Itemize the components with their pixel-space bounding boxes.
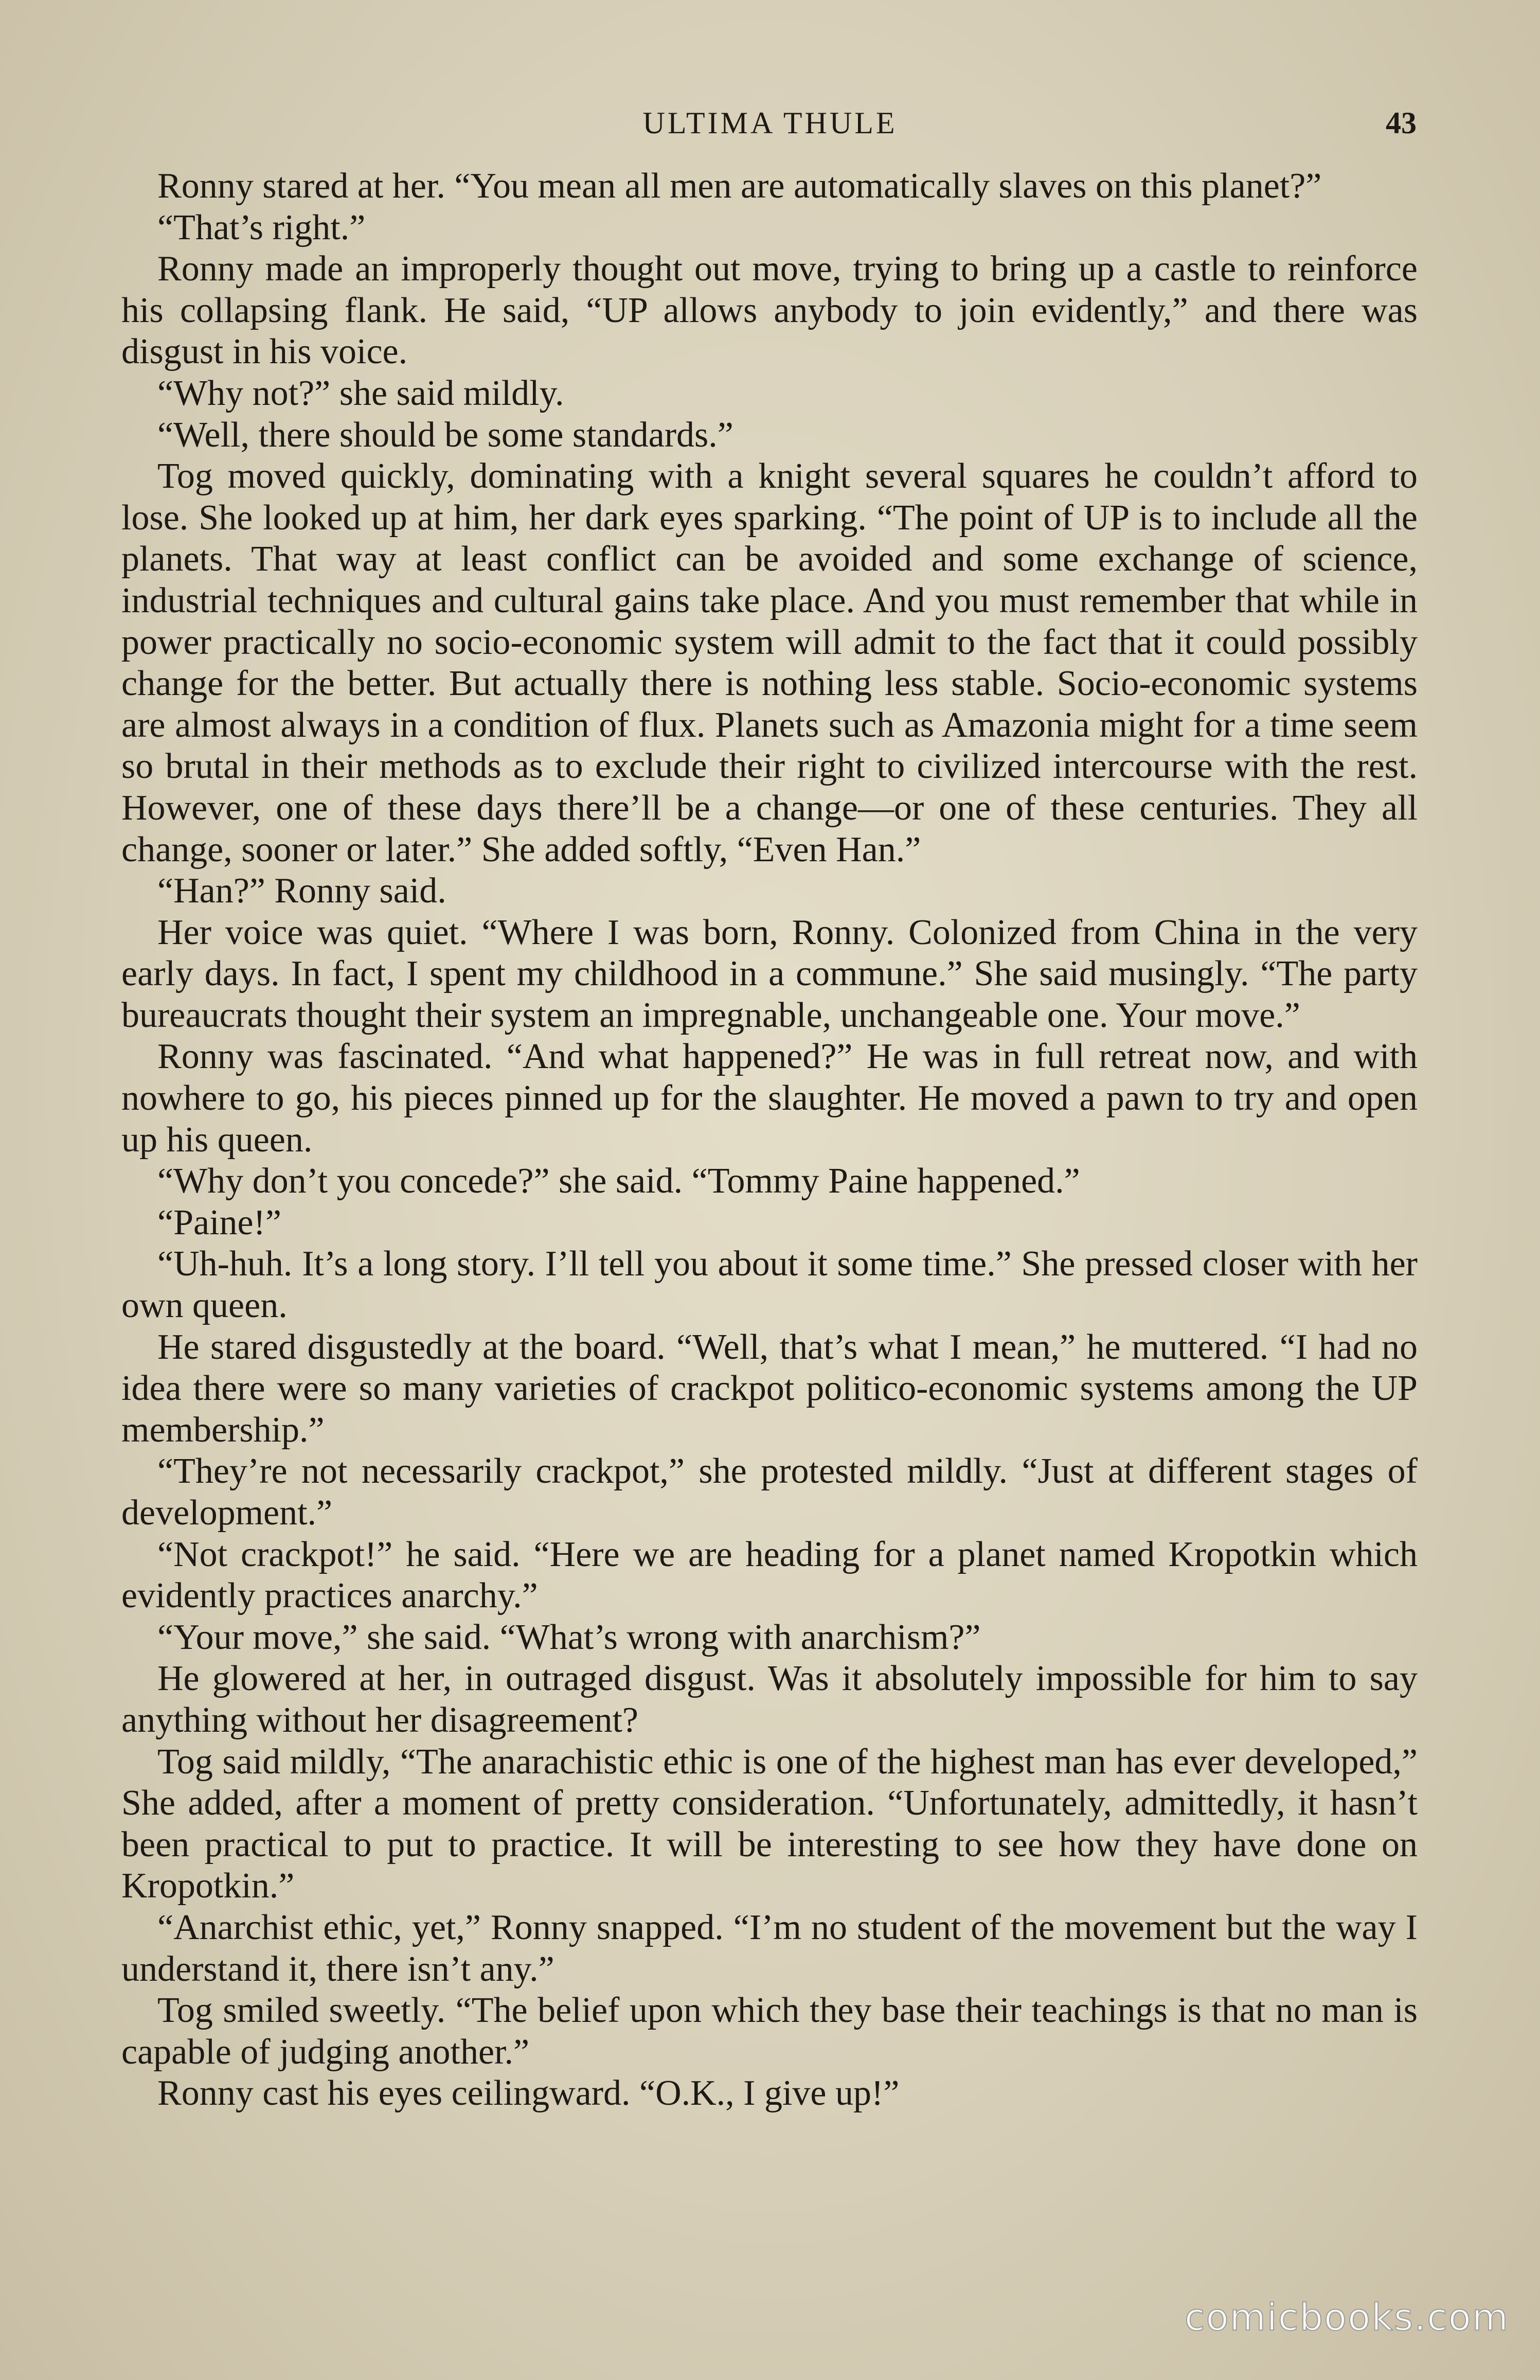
paragraph: “Paine!” xyxy=(157,1202,281,1242)
page-number: 43 xyxy=(1386,106,1417,140)
paragraph: “Well, there should be some standards.” xyxy=(157,415,733,455)
paragraph: Ronny was fascinated. “And what happened?” He was in full retreat now, and with nowhere to go, his pieces pinned up for the slaughter. He moved a pawn to try and open up his queen. xyxy=(121,1037,1418,1160)
paragraph: He glowered at her, in outraged disgust. Was it absolutely impossible for him to say anything without her disagreement? xyxy=(121,1659,1418,1740)
paragraph: Ronny stared at her. “You mean all men are automatically slaves on this planet?” xyxy=(157,166,1322,206)
running-head: ULTIMA THULE xyxy=(642,106,898,140)
paragraph: “Your move,” she said. “What’s wrong with anarchism?” xyxy=(157,1617,981,1657)
paragraph: “Why don’t you concede?” she said. “Tommy Paine happened.” xyxy=(157,1161,1080,1201)
paragraph: “Uh-huh. It’s a long story. I’ll tell you about it some time.” She pressed closer with her own queen. xyxy=(121,1244,1418,1326)
body-text xyxy=(121,166,1418,2115)
watermark: comicbooks.com xyxy=(1184,2296,1509,2339)
page-header xyxy=(123,105,1417,147)
paragraph: Tog moved quickly, dominating with a knight several squares he couldn’t afford to lose. She looked up at him, her dark eyes sparking. “The point of UP is to include all the planets. That way at least conflict can be avoided and some exchange of science, industrial techniques and cultural gains take place. And you must remember that while in power practically no socio-economic system will admit to the fact that it could possibly change for the better. But actually there is nothing less stable. Socio-economic systems are almost always in a condition of flux. Planets such as Amazonia might for a time seem so brutal in their methods as to exclude their right to civilized intercourse with the rest. However, one of these days there’ll be a change—or one of these centuries. They all change, sooner or later.” She added softly, “Even Han.” xyxy=(121,456,1418,869)
paragraph: Ronny made an improperly thought out move, trying to bring up a castle to reinforce his collapsing flank. He said, “UP allows anybody to join evidently,” and there was disgust in his voice. xyxy=(121,249,1418,372)
paragraph: He stared disgustedly at the board. “Well, that’s what I mean,” he muttered. “I had no idea there were so many varieties of crackpot politico-economic systems among the UP membership.” xyxy=(121,1327,1418,1450)
paragraph: Tog said mildly, “The anarachistic ethic is one of the highest man has ever developed,” She added, after a moment of pretty consideration. “Unfortunately, admittedly, it hasn’t been practical to put to practice. It will be interesting to see how they have done on Kropotkin.” xyxy=(121,1742,1418,1906)
paragraph: Ronny cast his eyes ceilingward. “O.K., I give up!” xyxy=(157,2073,900,2113)
paragraph: Her voice was quiet. “Where I was born, Ronny. Colonized from China in the very early days. In fact, I spent my childhood in a commune.” She said musingly. “The party bureaucrats thought their system an impregnable, unchangeable one. Your move.” xyxy=(121,912,1418,1035)
paragraph: Tog smiled sweetly. “The belief upon which they base their teachings is that no man is capable of judging another.” xyxy=(121,1991,1418,2072)
paragraph: “Why not?” she said mildly. xyxy=(157,373,564,413)
paragraph: “Anarchist ethic, yet,” Ronny snapped. “I’m no student of the movement but the way I understand it, there isn’t any.” xyxy=(121,1907,1418,1989)
paragraph: “They’re not necessarily crackpot,” she protested mildly. “Just at different stages of development.” xyxy=(121,1451,1418,1533)
paragraph: “That’s right.” xyxy=(157,207,366,247)
paragraph: “Han?” Ronny said. xyxy=(157,871,446,911)
paragraph: “Not crackpot!” he said. “Here we are heading for a planet named Kropotkin which evidently practices anarchy.” xyxy=(121,1534,1418,1616)
